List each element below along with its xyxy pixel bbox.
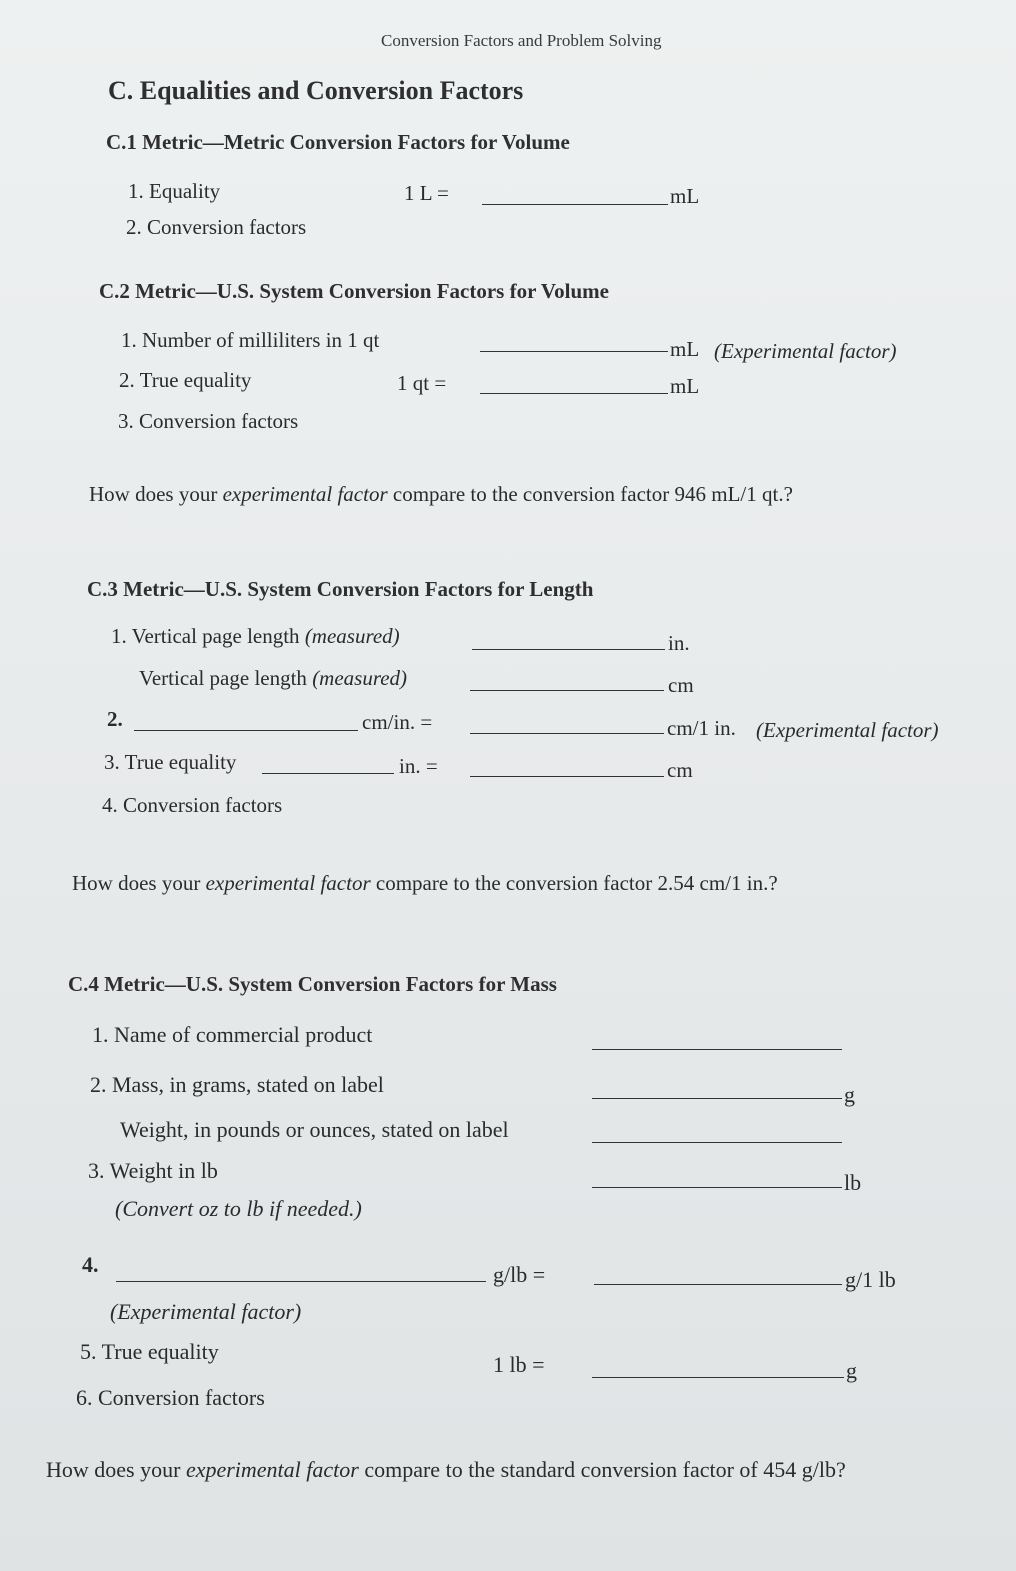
c2-item2-unit: mL bbox=[670, 374, 700, 398]
c2-item1-blank[interactable] bbox=[480, 351, 668, 352]
c3-item3-blank-b[interactable] bbox=[470, 776, 664, 777]
c4-item4-note: (Experimental factor) bbox=[110, 1299, 302, 1324]
c3-item1-num: 1. bbox=[111, 624, 127, 648]
c3-item1 bbox=[111, 624, 400, 649]
c2-item1-label: 1. Number of milliliters in 1 qt bbox=[121, 328, 380, 352]
c3-item2-mid: cm/in. = bbox=[362, 710, 433, 734]
c3-question bbox=[72, 871, 778, 896]
c4-item2b-label: Weight, in pounds or ounces, stated on label bbox=[120, 1117, 509, 1142]
c4-question-em: experimental factor bbox=[185, 1457, 359, 1482]
c4-item5-unit: g bbox=[846, 1358, 857, 1383]
c4-item4-blank-b[interactable] bbox=[594, 1284, 842, 1285]
c3-item2-note: (Experimental factor) bbox=[756, 718, 939, 742]
c4-item3-label: 3. Weight in lb bbox=[88, 1158, 218, 1183]
c4-item2-unit: g bbox=[844, 1082, 855, 1107]
c3-item1-em: (measured) bbox=[304, 624, 400, 648]
c2-item3-label: 3. Conversion factors bbox=[118, 409, 299, 433]
c3-question-post: compare to the conversion factor 2.54 cm/1 in.? bbox=[370, 871, 778, 895]
c4-item5-label: 5. True equality bbox=[80, 1339, 219, 1364]
c4-item3-note: (Convert oz to lb if needed.) bbox=[115, 1196, 362, 1221]
c3-item3-mid: in. = bbox=[399, 754, 438, 778]
c4-item5-equation: 1 lb = bbox=[493, 1352, 545, 1377]
c1-title: C.1 Metric—Metric Conversion Factors for Volume bbox=[106, 130, 570, 154]
c4-item4-mid: g/lb = bbox=[493, 1262, 546, 1287]
c4-item4-unit: g/1 lb bbox=[845, 1267, 896, 1292]
c1-item1-unit: mL bbox=[670, 184, 700, 208]
c3-item1b-em: (measured) bbox=[312, 666, 408, 690]
c2-item1-unit: mL bbox=[670, 337, 700, 361]
c1-item1-label: 1. Equality bbox=[128, 179, 221, 203]
c4-item6-label: 6. Conversion factors bbox=[76, 1385, 265, 1410]
c3-item1-label: Vertical page length bbox=[131, 624, 300, 648]
c3-item3-unit: cm bbox=[667, 758, 693, 782]
c3-item1b bbox=[139, 666, 407, 691]
page-header: Conversion Factors and Problem Solving bbox=[381, 31, 662, 50]
c4-question-post: compare to the standard conversion factor of 454 g/lb? bbox=[358, 1457, 846, 1482]
c3-item3-label: 3. True equality bbox=[104, 750, 237, 774]
c2-question-em: experimental factor bbox=[222, 482, 388, 506]
c3-item4-label: 4. Conversion factors bbox=[102, 793, 283, 817]
c2-item2-label: 2. True equality bbox=[119, 368, 252, 392]
c3-item2-num: 2. bbox=[107, 707, 123, 731]
c4-item1-blank[interactable] bbox=[592, 1049, 842, 1050]
c3-question-em: experimental factor bbox=[205, 871, 371, 895]
c4-item2b-blank[interactable] bbox=[592, 1142, 842, 1143]
c4-item2-blank[interactable] bbox=[592, 1098, 842, 1099]
c1-item1-equation: 1 L = bbox=[404, 181, 449, 205]
c3-question-pre: How does your bbox=[72, 871, 206, 895]
c3-item1-unit: in. bbox=[668, 631, 690, 655]
c3-item2-unit: cm/1 in. bbox=[667, 716, 736, 740]
c4-item5-blank[interactable] bbox=[592, 1377, 844, 1378]
c2-title: C.2 Metric—U.S. System Conversion Factors for Volume bbox=[99, 279, 609, 303]
c4-item2-label: 2. Mass, in grams, stated on label bbox=[90, 1072, 384, 1097]
c3-item1b-label: Vertical page length bbox=[139, 666, 307, 690]
c3-item2-blank-b[interactable] bbox=[470, 733, 664, 734]
c1-item1-blank[interactable] bbox=[482, 204, 668, 205]
c4-item4-blank-a[interactable] bbox=[116, 1281, 486, 1282]
c4-item3-unit: lb bbox=[844, 1170, 862, 1195]
section-title: C. Equalities and Conversion Factors bbox=[108, 76, 524, 105]
c2-question bbox=[89, 482, 793, 507]
c3-item1-blank[interactable] bbox=[472, 649, 665, 650]
c1-item2-label: 2. Conversion factors bbox=[126, 215, 307, 239]
c3-item3-blank-a[interactable] bbox=[262, 773, 394, 774]
c4-item1-label: 1. Name of commercial product bbox=[92, 1022, 373, 1047]
c2-item1-note: (Experimental factor) bbox=[714, 339, 897, 363]
c4-item3-blank[interactable] bbox=[592, 1187, 842, 1188]
c3-title: C.3 Metric—U.S. System Conversion Factors for Length bbox=[87, 577, 594, 601]
c3-item2-blank-a[interactable] bbox=[134, 730, 358, 731]
c2-item2-blank[interactable] bbox=[480, 393, 668, 394]
c4-title: C.4 Metric—U.S. System Conversion Factors for Mass bbox=[68, 972, 557, 996]
c4-question-pre: How does your bbox=[46, 1457, 186, 1482]
c3-item1b-unit: cm bbox=[668, 673, 694, 697]
c3-item1b-blank[interactable] bbox=[470, 690, 664, 691]
c4-item4-num: 4. bbox=[82, 1252, 99, 1277]
c2-question-pre: How does your bbox=[89, 482, 223, 506]
c2-question-post: compare to the conversion factor 946 mL/1 qt.? bbox=[387, 482, 793, 506]
c4-question bbox=[46, 1457, 846, 1483]
c2-item2-equation: 1 qt = bbox=[397, 371, 447, 395]
